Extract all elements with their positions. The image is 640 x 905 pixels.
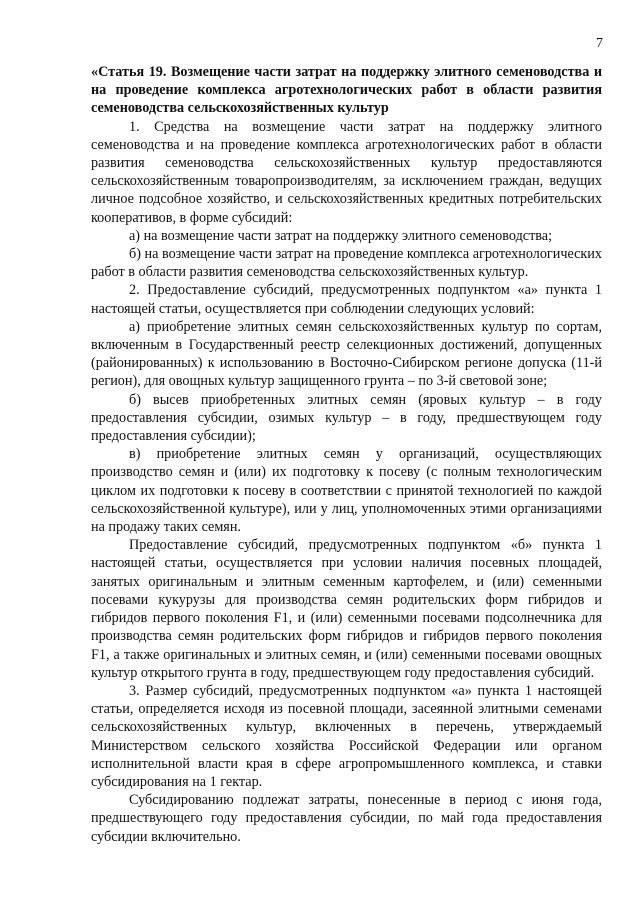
paragraph-3: 3. Размер субсидий, предусмотренных подпунктом «а» пункта 1 настоящей статьи, определяется исходя из посевной площади, засеянной элитными семенами сельскохозяйственных культур, включенных в перечень, утверждаемый Министерством сельского хозяйства Российской Федерации или органом исполнительной власти края в сфере агропромышленного комплекса, и ставки субсидирования на 1 гектар.	[91, 682, 602, 790]
paragraph-2b: б) высев приобретенных элитных семян (яровых культур – в году предоставления субсидии, озимых культур – в году, предшествующем году предоставления субсидии);	[91, 391, 602, 445]
article-title: «Статья 19. Возмещение части затрат на поддержку элитного семеноводства и на проведение комплекса агротехнологических работ в области развития семеноводства сельскохозяйственных культур	[91, 64, 602, 117]
paragraph-1b: б) на возмещение части затрат на проведение комплекса агротехнологических работ в области развития семеноводства сельскохозяйственных культур.	[91, 246, 602, 281]
article-body	[91, 63, 602, 846]
paragraph-1a: а) на возмещение части затрат на поддержку элитного семеноводства;	[129, 227, 553, 244]
paragraph-3-period: Субсидированию подлежат затраты, понесенные в период с июня года, предшествующего году предоставления субсидии, по май года предоставления субсидии включительно.	[91, 792, 602, 845]
paragraph-2v: в) приобретение элитных семян у организаций, осуществляющих производство семян и (или) их подготовку к посеву (с полным технологическим циклом их подготовки к посеву в соответствии с принятой технологией по каждой сельскохозяйственной культуре), или у лиц, уполномоченных этими организациями на продажу таких семян.	[91, 446, 602, 536]
page-number: 7	[596, 36, 603, 51]
paragraph-2: 2. Предоставление субсидий, предусмотренных подпунктом «а» пункта 1 настоящей статьи, осуществляется при соблюдении следующих условий:	[91, 282, 602, 317]
paragraph-2-subsidies-b: Предоставление субсидий, предусмотренных подпунктом «б» пункта 1 настоящей статьи, осуществляется при условии наличия посевных площадей, занятых оригинальным и элитным семенным картофелем, и (или) семенными посевами кукурузы для производства семян родительских форм гибридов и гибридов первого поколения F1, и (или) семенными посевами подсолнечника для производства семян родительских форм гибридов и гибридов первого поколения F1, а также оригинальных и элитных семян, и (или) семенными посевами овощных культур открытого грунта в году, предшествующем году предоставления субсидий.	[91, 537, 602, 681]
paragraph-1: 1. Средства на возмещение части затрат на поддержку элитного семеноводства и на проведение комплекса агротехнологических работ в области развития семеноводства сельскохозяйственных культур предоставляются сельскохозяйственным товаропроизводителям, за исключением граждан, ведущих личное подсобное хозяйство, и сельскохозяйственных кредитных потребительских кооперативов, в форме субсидий:	[91, 118, 602, 226]
paragraph-2a: а) приобретение элитных семян сельскохозяйственных культур по сортам, включенным в Государственный реестр селекционных достижений, допущенных (районированных) к использованию в Восточно-Сибирском регионе допуска (11-й регион), для овощных культур защищенного грунта – по 3-й световой зоне;	[91, 318, 602, 390]
